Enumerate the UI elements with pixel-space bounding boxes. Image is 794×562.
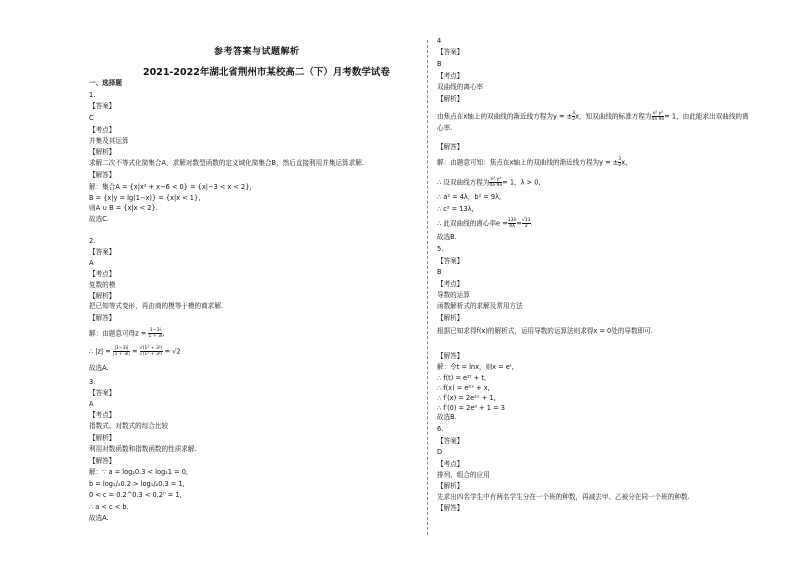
q6-number: 6. [437, 425, 444, 433]
q5-solution-line: ∴ f′(x) = 2e²ˣ + 1, [437, 394, 496, 402]
fraction: $\frac{13\lambda}{4\lambda}$ [507, 218, 517, 229]
exam-title: 2021-2022年湖北省荆州市某校高二（下）月考数学试卷 [143, 67, 390, 78]
q4-solution-line: ∴ a² = 4λ，b² = 9λ, [437, 193, 502, 201]
q3-answer-tag: 【答案】 [89, 389, 116, 397]
q5-solution-line: ∴ f(x) = e²ˣ + x, [437, 384, 490, 392]
q5-solution-tag: 【解答】 [437, 352, 464, 360]
q6-keypoint: 排列、组合的应用 [437, 471, 490, 479]
q6-analysis-tag: 【解析】 [437, 482, 464, 490]
q2-solution-line: ∴ |z| = $\frac{|1-3i|}{|1 + 3i|}$ = $\frac{\text{√(1² + 3²)}}{\text{√(1² + 3²)}}$ = √2 [89, 346, 181, 357]
q5-keypoint-tag: 【考点】 [437, 280, 464, 288]
q6-answer-tag: 【答案】 [437, 437, 464, 445]
q1-keypoint-tag: 【考点】 [89, 126, 116, 134]
q4-analysis: 由焦点在x轴上的双曲线的渐近线方程为y = ± $\frac{3}{2}$ x，知双曲线的标准方程为 $\frac{\text{x² y²}}{4\lambda 9\lambda}$ = 1，由此能求出双曲线的离 [437, 111, 749, 122]
q1-solution-line: 则A ∪ B = {x|x < 2}. [89, 204, 158, 212]
fraction: $\frac{\text{x² y²}}{4\lambda 9\lambda}$ [489, 177, 503, 188]
q3-analysis: 利用对数函数和指数函数的性质求解. [89, 445, 197, 453]
q3-number: 3. [89, 378, 96, 386]
fraction: $\frac{|1-3i|}{|1 + 3i|}$ [112, 346, 130, 357]
q4-number: 4 [437, 37, 442, 45]
q4-answer-tag: 【答案】 [437, 48, 464, 56]
q2-answer: A [89, 259, 94, 267]
q2-answer-tag: 【答案】 [89, 248, 116, 256]
column-divider [427, 40, 428, 535]
q3-solution-line: ∴ a < c < b. [89, 503, 129, 511]
q5-number: 5. [437, 245, 444, 253]
q1-solution-line: B = {x|y = lg(1−x)} = {x|x < 1}, [89, 194, 201, 202]
fraction: $\frac{√13}{2}$ [521, 218, 531, 229]
q5-keypoint: 函数解析式的求解及常用方法 [437, 302, 523, 310]
q3-answer: A [89, 400, 94, 408]
q3-analysis-tag: 【解析】 [89, 434, 116, 442]
q2-analysis: 把已知等式变形，再由商的模等于模的商求解. [89, 302, 223, 310]
q5-keypoint: 导数的运算 [437, 291, 470, 299]
q6-solution-tag: 【解答】 [437, 504, 464, 512]
q4-keypoint-tag: 【考点】 [437, 72, 464, 80]
q4-solution-line: 解：由题意可知：焦点在x轴上的双曲线的渐近线方程为y = ± $\frac{3}{2}$ x， [437, 157, 632, 168]
q4-solution-line: ∴ c² = 13λ, [437, 205, 474, 213]
q4-solution-tag: 【解答】 [437, 143, 464, 151]
q4-keypoint: 双曲线的离心率 [437, 83, 484, 91]
q3-solution-line: 故选A. [89, 514, 109, 522]
q2-number: 2. [89, 237, 96, 245]
q5-answer-tag: 【答案】 [437, 257, 464, 265]
section-heading: 一、选择题 [89, 79, 122, 87]
q4-answer: B [437, 60, 442, 68]
fraction: $\frac{\text{√(1² + 3²)}}{\text{√(1² + 3²)}}$ [139, 346, 163, 357]
q4-solution-line: ∴ 设双曲线方程为 $\frac{\text{x² y²}}{4\lambda 9\lambda}$ = 1，λ > 0, [437, 177, 541, 188]
q4-analysis-tag: 【解析】 [437, 95, 464, 103]
q1-analysis: 求解二次不等式化简集合A，求解对数型函数的定义域化简集合B，然后直接利用并集运算求解. [89, 159, 364, 167]
q3-keypoint-tag: 【考点】 [89, 411, 116, 419]
q1-solution-tag: 【解答】 [89, 171, 116, 179]
fraction: $\frac{3}{2}$ [572, 111, 576, 122]
q3-solution-line: 解：∵ a = log₂0.3 < log₂1 = 0, [89, 468, 189, 476]
q1-answer-tag: 【答案】 [89, 102, 116, 110]
q3-solution-line: b = log₁/₂0.2 > log₁/₂0.3 = 1, [89, 480, 185, 488]
q5-solution-line: 故选B. [437, 413, 457, 421]
fraction: $\frac{\text{x² y²}}{4\lambda 9\lambda}$ [651, 111, 665, 122]
fraction: $\frac{3}{2}$ [618, 157, 622, 168]
q5-analysis-tag: 【解析】 [437, 314, 464, 322]
q5-solution-line: 解：令t = lnx，则x = eᵗ, [437, 363, 514, 371]
q4-solution-line: ∴ 此双曲线的离心率e = $\frac{13\lambda}{4\lambda}$ = $\frac{√13}{2}$ . [437, 218, 533, 229]
q2-keypoint-tag: 【考点】 [89, 270, 116, 278]
q1-keypoint: 并集及其运算 [89, 137, 129, 145]
q2-solution-line: 故选A. [89, 364, 109, 372]
q1-solution-line: 故选C. [89, 215, 109, 223]
q6-answer: D [437, 448, 443, 456]
fraction: $\frac{1-3i}{1 + 3i}$ [148, 328, 163, 339]
q4-solution-line: 故选B. [437, 233, 457, 241]
q5-analysis: 根据已知求得f(x)的解析式，运用导数的运算法则求得x = 0处的导数即可. [437, 327, 653, 335]
q3-solution-line: 0 < c = 0.2^0.3 < 0.2⁰ = 1, [89, 491, 182, 499]
q5-solution-line: ∴ f(t) = e²ᵗ + t, [437, 374, 487, 382]
q2-solution-tag: 【解答】 [89, 314, 116, 322]
q3-keypoint: 指数式、对数式的综合比较 [89, 422, 169, 430]
q6-analysis: 先求出四名学生中有两名学生分在一个班的种数，再减去甲、乙被分在同一个班的种数. [437, 493, 690, 501]
q1-answer: C [89, 114, 94, 122]
q5-answer: B [437, 268, 442, 276]
q2-solution-line: 解：由题意可得z = $\frac{1-3i}{1 + 3i}$ , [89, 328, 165, 339]
q1-analysis-tag: 【解析】 [89, 148, 116, 156]
q1-solution-line: 解：集合A = {x|x² + x−6 < 0} = {x|−3 < x < 2}, [89, 183, 252, 191]
q2-analysis-tag: 【解析】 [89, 292, 116, 300]
document-title: 参考答案与试题解析 [214, 47, 300, 57]
q3-solution-tag: 【解答】 [89, 457, 116, 465]
q6-keypoint-tag: 【考点】 [437, 460, 464, 468]
q5-solution-line: ∴ f′(0) = 2e⁰ + 1 = 3 [437, 404, 505, 412]
q4-analysis-cont: 心率. [437, 124, 453, 132]
q2-keypoint: 复数的模 [89, 281, 116, 289]
q1-number: 1. [89, 91, 96, 99]
